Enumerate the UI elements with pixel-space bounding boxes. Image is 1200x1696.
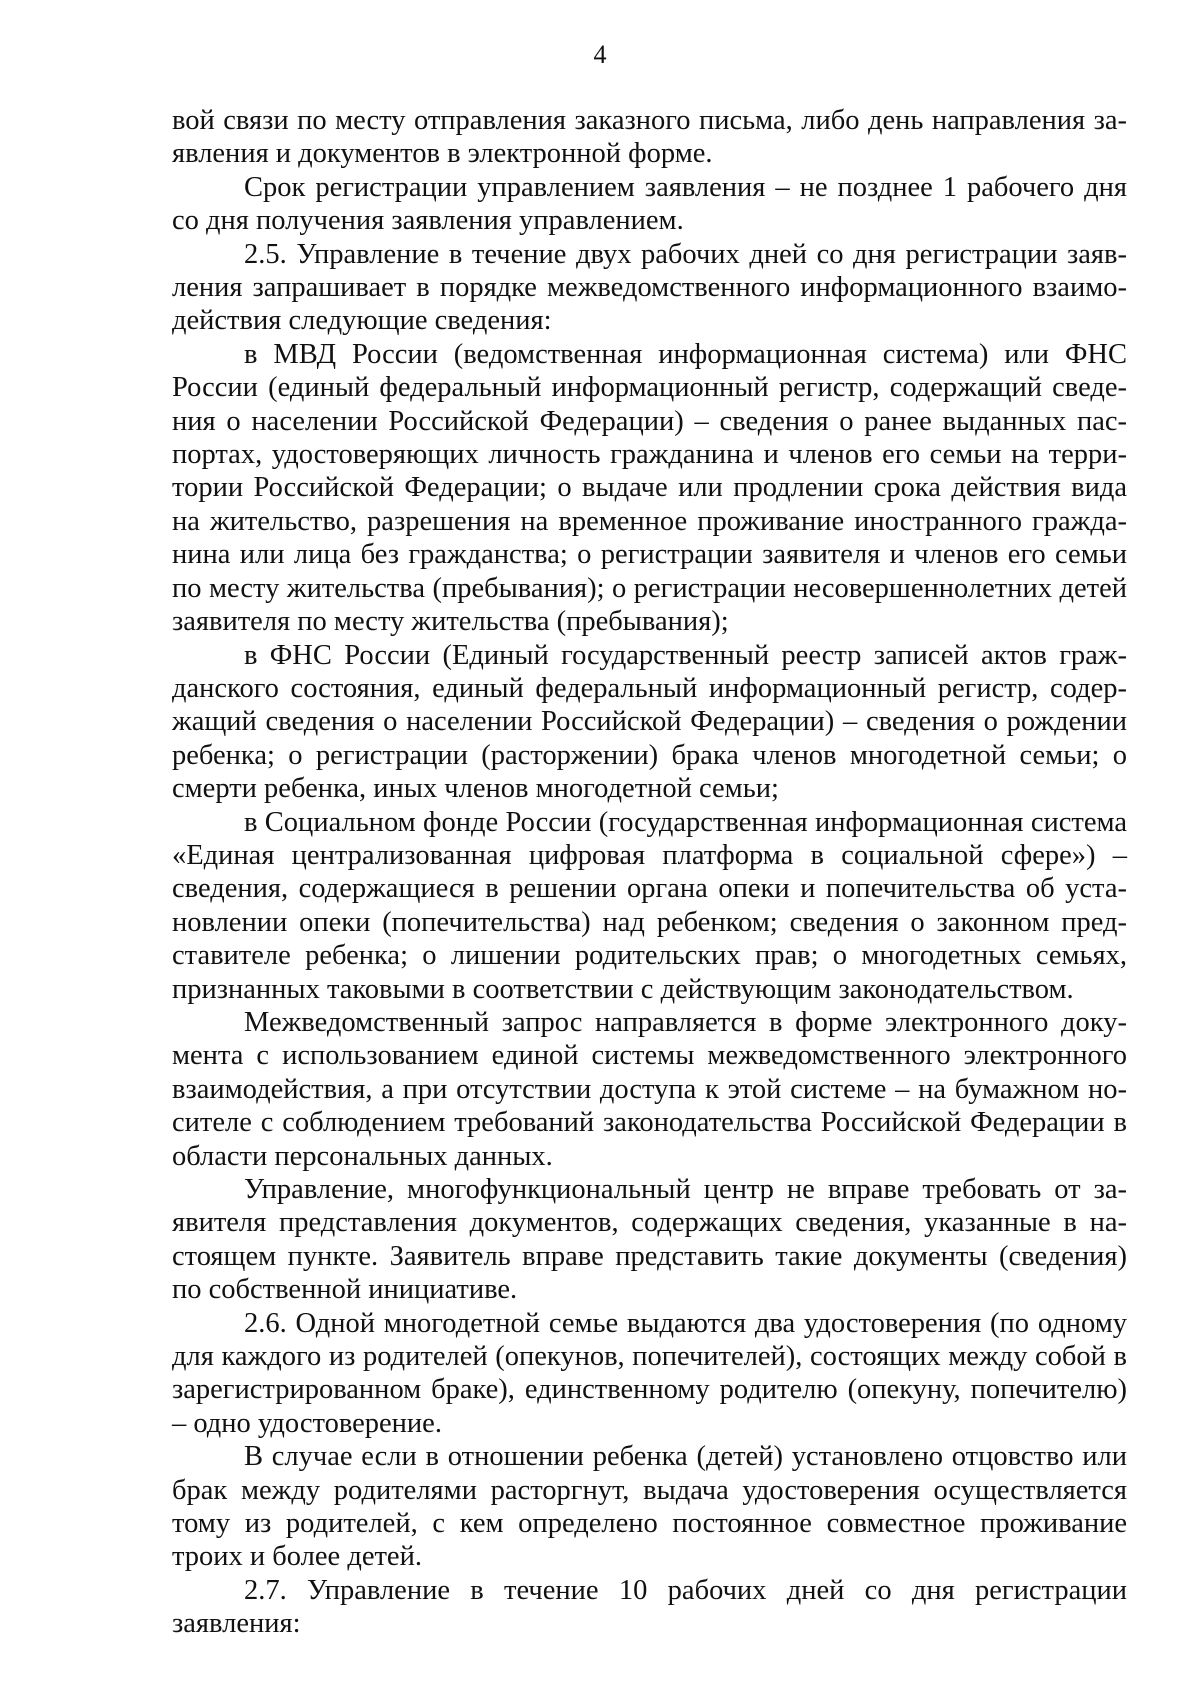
paragraph-social-fund: в Социальном фонде России (государственная информационная система «Единая централизованная цифровая платформа в социальной сфере») – сведения, содержащиеся в решении органа опеки и попечительства об установлении опеки (попечительства) над ребенком; сведения о законном представителе ребенка; о лишении родительских прав; о многодетных семьях, признанных таковыми в соответствии с действующим законодательством. — [172, 806, 1127, 1005]
paragraph-paternity: В случае если в отношении ребенка (детей) установлено отцовство или брак между родителями расторгнут, выдача удостоверения осуществляется тому из родителей, с кем определено постоянное совместное проживание троих и более детей. — [172, 1441, 1127, 1573]
document-body — [172, 104, 1127, 1641]
page-number: 4 — [593, 40, 607, 69]
paragraph-fns-registry: в ФНС России (Единый государственный реестр записей актов гражданского состояния, единый федеральный информационный регистр, содержащий сведения о населении Российской Федерации) – сведения о рождении ребенка; о регистрации (расторжении) брака членов многодетной семьи; о смерти ребенка, иных членов многодетной семьи; — [172, 639, 1127, 805]
paragraph-mvd-fns: в МВД России (ведомственная информационная система) или ФНС России (единый федеральный информационный регистр, содержащий сведения о населении Российской Федерации) – сведения о ранее выданных паспортах, удостоверяющих личность гражданина и членов его семьи на территории Российской Федерации; о выдаче или продлении срока действия вида на жительство, разрешения на временное проживание иностранного гражданина или лица без гражданства; о регистрации заявителя и членов его семьи по месту жительства (пребывания); о регистрации несовершеннолетних детей заявителя по месту жительства (пребывания); — [172, 338, 1127, 638]
paragraph-registration-term: Срок регистрации управлением заявления – не позднее 1 рабочего дня со дня получения заявления управлением. — [172, 171, 1127, 237]
paragraph-2-7: 2.7. Управление в течение 10 рабочих дней со дня регистрации заявления: — [172, 1574, 1127, 1640]
paragraph-2-5: 2.5. Управление в течение двух рабочих дней со дня регистрации заявления запрашивает в порядке межведомственного информационного взаимодействия следующие сведения: — [172, 238, 1127, 337]
paragraph-continuation: вой связи по месту отправления заказного письма, либо день направления заявления и документов в электронной форме. — [172, 105, 1127, 170]
paragraph-no-requirement: Управление, многофункциональный центр не вправе требовать от заявителя представления документов, содержащих сведения, указанные в настоящем пункте. Заявитель вправе представить такие документы (сведения) по собственной инициативе. — [172, 1174, 1127, 1306]
paragraph-2-6: 2.6. Одной многодетной семье выдаются два удостоверения (по одному для каждого из родителей (опекунов, попечителей), состоящих между собой в зарегистрированном браке), единственному родителю (опекуну, попечителю) – одно удостоверение. — [172, 1307, 1127, 1439]
paragraph-interagency-request: Межведомственный запрос направляется в форме электронного документа с использованием единой системы межведомственного электронного взаимодействия, а при отсутствии доступа к этой системе – на бумажном носителе с соблюдением требований законодательства Российской Федерации в области персональных данных. — [172, 1006, 1127, 1172]
